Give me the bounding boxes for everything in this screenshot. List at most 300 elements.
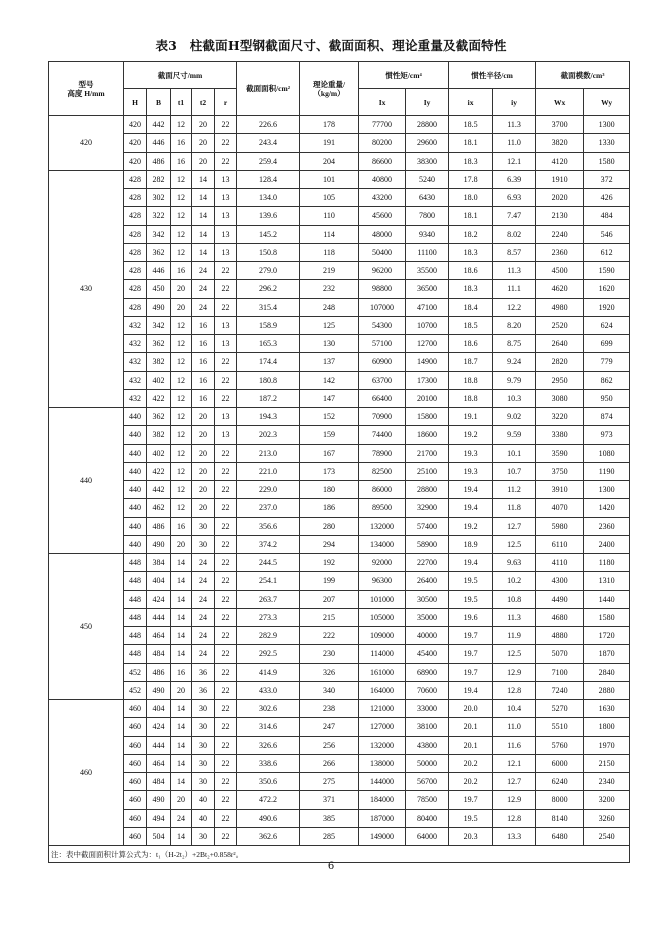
table-row [49, 608, 630, 626]
cell-iy: 11.3 [493, 608, 536, 626]
cell-ix: 19.4 [449, 681, 493, 699]
cell-Iy: 70600 [406, 681, 449, 699]
cell-Iy: 57400 [406, 517, 449, 535]
cell-t1: 14 [171, 590, 192, 608]
cell-t1: 14 [171, 773, 192, 791]
cell-Wx: 2820 [536, 353, 584, 371]
cell-t1: 12 [171, 462, 192, 480]
cell-t1: 12 [171, 335, 192, 353]
cell-t1: 16 [171, 152, 192, 170]
cell-t2: 20 [192, 408, 215, 426]
cell-B: 362 [147, 335, 171, 353]
cell-area: 158.9 [237, 316, 300, 334]
cell-Iy: 40000 [406, 627, 449, 645]
cell-weight: 219 [300, 262, 359, 280]
table-row [49, 809, 630, 827]
cell-Wy: 1420 [584, 499, 630, 517]
table-row [49, 444, 630, 462]
cell-B: 424 [147, 590, 171, 608]
cell-area: 150.8 [237, 243, 300, 261]
cell-B: 404 [147, 700, 171, 718]
cell-Wy: 1300 [584, 481, 630, 499]
cell-r: 22 [215, 608, 237, 626]
cell-t2: 16 [192, 353, 215, 371]
cell-Iy: 18600 [406, 426, 449, 444]
cell-ix: 19.6 [449, 608, 493, 626]
cell-B: 442 [147, 481, 171, 499]
table-row [49, 353, 630, 371]
cell-weight: 110 [300, 207, 359, 225]
model-height-cell: 420 [49, 116, 124, 171]
cell-Iy: 12700 [406, 335, 449, 353]
cell-r: 13 [215, 189, 237, 207]
cell-weight: 266 [300, 754, 359, 772]
cell-weight: 371 [300, 791, 359, 809]
cell-Ix: 40800 [359, 170, 406, 188]
cell-H: 440 [124, 444, 147, 462]
cell-Ix: 134000 [359, 535, 406, 553]
cell-B: 446 [147, 262, 171, 280]
header-model-label: 型号 [78, 79, 94, 89]
table-row [49, 462, 630, 480]
cell-Wx: 4110 [536, 554, 584, 572]
cell-r: 22 [215, 572, 237, 590]
cell-iy: 7.47 [493, 207, 536, 225]
cell-B: 464 [147, 754, 171, 772]
cell-H: 448 [124, 627, 147, 645]
cell-iy: 12.9 [493, 791, 536, 809]
cell-t2: 24 [192, 608, 215, 626]
table-row [49, 535, 630, 553]
steel-section-table [48, 61, 630, 863]
cell-area: 362.6 [237, 827, 300, 845]
cell-Iy: 45400 [406, 645, 449, 663]
cell-t2: 30 [192, 827, 215, 845]
cell-Ix: 105000 [359, 608, 406, 626]
cell-Wy: 2340 [584, 773, 630, 791]
cell-r: 22 [215, 280, 237, 298]
table-row [49, 298, 630, 316]
cell-weight: 204 [300, 152, 359, 170]
cell-ix: 19.2 [449, 517, 493, 535]
cell-r: 13 [215, 207, 237, 225]
cell-weight: 232 [300, 280, 359, 298]
model-height-cell: 450 [49, 554, 124, 700]
cell-Ix: 80200 [359, 134, 406, 152]
cell-B: 490 [147, 535, 171, 553]
cell-t2: 30 [192, 754, 215, 772]
cell-Wy: 1800 [584, 718, 630, 736]
cell-H: 428 [124, 243, 147, 261]
cell-t1: 12 [171, 408, 192, 426]
cell-Wy: 612 [584, 243, 630, 261]
cell-Wx: 6000 [536, 754, 584, 772]
cell-Wy: 779 [584, 353, 630, 371]
cell-Iy: 28800 [406, 481, 449, 499]
cell-Iy: 43800 [406, 736, 449, 754]
cell-area: 229.0 [237, 481, 300, 499]
cell-Wx: 3820 [536, 134, 584, 152]
header-dim-r: r [215, 89, 237, 116]
cell-B: 382 [147, 353, 171, 371]
cell-H: 440 [124, 481, 147, 499]
cell-Wx: 5070 [536, 645, 584, 663]
cell-area: 263.7 [237, 590, 300, 608]
cell-Ix: 109000 [359, 627, 406, 645]
cell-Iy: 56700 [406, 773, 449, 791]
cell-Wy: 2880 [584, 681, 630, 699]
cell-ix: 19.5 [449, 590, 493, 608]
table-row [49, 389, 630, 407]
cell-H: 440 [124, 535, 147, 553]
cell-B: 384 [147, 554, 171, 572]
cell-ix: 18.6 [449, 262, 493, 280]
cell-t2: 30 [192, 517, 215, 535]
cell-iy: 12.7 [493, 517, 536, 535]
cell-H: 428 [124, 298, 147, 316]
cell-H: 460 [124, 736, 147, 754]
cell-B: 490 [147, 791, 171, 809]
cell-r: 13 [215, 426, 237, 444]
cell-t1: 14 [171, 608, 192, 626]
cell-t2: 30 [192, 700, 215, 718]
cell-Ix: 78900 [359, 444, 406, 462]
header-Ix: Ix [359, 89, 406, 116]
cell-H: 428 [124, 170, 147, 188]
table-row [49, 316, 630, 334]
cell-B: 442 [147, 116, 171, 134]
cell-t1: 20 [171, 681, 192, 699]
cell-area: 221.0 [237, 462, 300, 480]
cell-ix: 18.5 [449, 316, 493, 334]
cell-Iy: 64000 [406, 827, 449, 845]
cell-area: 139.6 [237, 207, 300, 225]
cell-r: 22 [215, 535, 237, 553]
cell-weight: 105 [300, 189, 359, 207]
cell-ix: 18.6 [449, 335, 493, 353]
cell-B: 446 [147, 134, 171, 152]
cell-H: 432 [124, 389, 147, 407]
cell-B: 486 [147, 517, 171, 535]
cell-H: 460 [124, 773, 147, 791]
cell-H: 452 [124, 681, 147, 699]
table-row [49, 335, 630, 353]
cell-iy: 10.8 [493, 590, 536, 608]
cell-Ix: 86600 [359, 152, 406, 170]
table-row [49, 426, 630, 444]
table-row [49, 590, 630, 608]
cell-iy: 12.8 [493, 681, 536, 699]
cell-area: 273.3 [237, 608, 300, 626]
cell-Wy: 372 [584, 170, 630, 188]
header-ix: ix [449, 89, 493, 116]
cell-t1: 12 [171, 243, 192, 261]
header-inertia: 惯性矩/cm⁴ [359, 62, 449, 89]
header-Wx: Wx [536, 89, 584, 116]
cell-t2: 16 [192, 371, 215, 389]
cell-ix: 19.4 [449, 499, 493, 517]
cell-iy: 11.2 [493, 481, 536, 499]
cell-H: 460 [124, 700, 147, 718]
cell-t1: 12 [171, 444, 192, 462]
table-note: 注：表中截面面积计算公式为：t₁（H-2t₂）+2Bt₂+0.858r²。 [49, 846, 630, 863]
cell-ix: 18.9 [449, 535, 493, 553]
cell-t2: 30 [192, 773, 215, 791]
cell-t2: 20 [192, 134, 215, 152]
cell-Wx: 6240 [536, 773, 584, 791]
cell-Iy: 7800 [406, 207, 449, 225]
cell-r: 22 [215, 827, 237, 845]
header-height-label: 高度 H/mm [67, 88, 105, 98]
header-Wy: Wy [584, 89, 630, 116]
cell-t2: 24 [192, 280, 215, 298]
cell-H: 428 [124, 189, 147, 207]
cell-Wx: 4980 [536, 298, 584, 316]
cell-t2: 20 [192, 152, 215, 170]
cell-Wx: 4490 [536, 590, 584, 608]
table-row [49, 207, 630, 225]
cell-area: 279.0 [237, 262, 300, 280]
table-row [49, 645, 630, 663]
cell-iy: 9.63 [493, 554, 536, 572]
cell-ix: 19.3 [449, 462, 493, 480]
cell-iy: 10.4 [493, 700, 536, 718]
cell-t2: 16 [192, 316, 215, 334]
cell-area: 202.3 [237, 426, 300, 444]
cell-iy: 12.8 [493, 809, 536, 827]
table-row [49, 262, 630, 280]
cell-t2: 24 [192, 645, 215, 663]
cell-area: 472.2 [237, 791, 300, 809]
cell-t2: 24 [192, 627, 215, 645]
cell-t2: 20 [192, 462, 215, 480]
cell-B: 362 [147, 408, 171, 426]
cell-ix: 19.5 [449, 809, 493, 827]
cell-weight: 294 [300, 535, 359, 553]
cell-H: 460 [124, 718, 147, 736]
cell-iy: 12.1 [493, 152, 536, 170]
cell-Wy: 1630 [584, 700, 630, 718]
cell-t1: 16 [171, 134, 192, 152]
header-dims: 截面尺寸/mm [124, 62, 237, 89]
cell-Wy: 546 [584, 225, 630, 243]
cell-Wx: 3080 [536, 389, 584, 407]
cell-area: 259.4 [237, 152, 300, 170]
cell-weight: 285 [300, 827, 359, 845]
cell-t2: 24 [192, 590, 215, 608]
cell-Ix: 98800 [359, 280, 406, 298]
cell-r: 22 [215, 791, 237, 809]
cell-H: 460 [124, 809, 147, 827]
cell-r: 22 [215, 590, 237, 608]
cell-H: 448 [124, 554, 147, 572]
cell-Ix: 144000 [359, 773, 406, 791]
cell-weight: 180 [300, 481, 359, 499]
cell-r: 22 [215, 736, 237, 754]
cell-B: 382 [147, 426, 171, 444]
cell-t2: 40 [192, 791, 215, 809]
cell-H: 448 [124, 572, 147, 590]
cell-ix: 18.2 [449, 225, 493, 243]
cell-Iy: 32900 [406, 499, 449, 517]
cell-t2: 16 [192, 389, 215, 407]
cell-Iy: 38300 [406, 152, 449, 170]
cell-Wx: 3590 [536, 444, 584, 462]
cell-r: 22 [215, 499, 237, 517]
cell-area: 314.6 [237, 718, 300, 736]
cell-H: 428 [124, 262, 147, 280]
cell-ix: 17.8 [449, 170, 493, 188]
cell-H: 448 [124, 590, 147, 608]
cell-Wx: 2020 [536, 189, 584, 207]
cell-Wy: 2150 [584, 754, 630, 772]
cell-iy: 13.3 [493, 827, 536, 845]
cell-weight: 326 [300, 663, 359, 681]
cell-B: 486 [147, 663, 171, 681]
cell-iy: 11.3 [493, 262, 536, 280]
cell-ix: 19.1 [449, 408, 493, 426]
table-row [49, 243, 630, 261]
cell-t2: 14 [192, 207, 215, 225]
cell-Wy: 1720 [584, 627, 630, 645]
table-row [49, 499, 630, 517]
cell-Wx: 8000 [536, 791, 584, 809]
cell-B: 494 [147, 809, 171, 827]
cell-Wy: 2400 [584, 535, 630, 553]
table-row [49, 280, 630, 298]
cell-weight: 340 [300, 681, 359, 699]
cell-t2: 20 [192, 481, 215, 499]
table-row [49, 408, 630, 426]
cell-Wx: 2640 [536, 335, 584, 353]
cell-Wx: 2130 [536, 207, 584, 225]
table-body [49, 116, 630, 846]
cell-H: 460 [124, 827, 147, 845]
cell-ix: 20.1 [449, 736, 493, 754]
table-row [49, 170, 630, 188]
cell-t1: 12 [171, 316, 192, 334]
cell-H: 448 [124, 645, 147, 663]
cell-H: 448 [124, 608, 147, 626]
cell-area: 414.9 [237, 663, 300, 681]
cell-Iy: 68900 [406, 663, 449, 681]
cell-t1: 14 [171, 718, 192, 736]
cell-Ix: 66400 [359, 389, 406, 407]
cell-r: 22 [215, 554, 237, 572]
header-radius: 惯性半径/cm [449, 62, 536, 89]
cell-B: 404 [147, 572, 171, 590]
cell-t1: 12 [171, 481, 192, 499]
cell-ix: 19.4 [449, 481, 493, 499]
cell-area: 338.6 [237, 754, 300, 772]
cell-Wx: 5510 [536, 718, 584, 736]
cell-weight: 125 [300, 316, 359, 334]
cell-Wy: 426 [584, 189, 630, 207]
cell-B: 484 [147, 773, 171, 791]
cell-Wx: 7240 [536, 681, 584, 699]
cell-Wy: 1870 [584, 645, 630, 663]
cell-t1: 14 [171, 645, 192, 663]
cell-ix: 18.3 [449, 280, 493, 298]
cell-t2: 20 [192, 116, 215, 134]
cell-H: 428 [124, 280, 147, 298]
cell-weight: 191 [300, 134, 359, 152]
cell-Wy: 2540 [584, 827, 630, 845]
table-title: 表3 柱截面H型钢截面尺寸、截面面积、理论重量及截面特性 [155, 38, 507, 53]
cell-r: 22 [215, 389, 237, 407]
cell-weight: 222 [300, 627, 359, 645]
header-weight-unit: （kg/m） [313, 88, 345, 98]
cell-Iy: 22700 [406, 554, 449, 572]
cell-t2: 30 [192, 736, 215, 754]
cell-H: 440 [124, 499, 147, 517]
cell-t1: 14 [171, 700, 192, 718]
cell-Wy: 973 [584, 426, 630, 444]
cell-Wy: 2840 [584, 663, 630, 681]
cell-Ix: 127000 [359, 718, 406, 736]
cell-Wy: 1620 [584, 280, 630, 298]
cell-weight: 147 [300, 389, 359, 407]
cell-iy: 6.39 [493, 170, 536, 188]
header-iy: iy [493, 89, 536, 116]
table-row [49, 189, 630, 207]
table-row [49, 371, 630, 389]
cell-area: 282.9 [237, 627, 300, 645]
cell-iy: 9.79 [493, 371, 536, 389]
cell-weight: 275 [300, 773, 359, 791]
table-row [49, 700, 630, 718]
cell-Ix: 50400 [359, 243, 406, 261]
cell-iy: 9.59 [493, 426, 536, 444]
cell-area: 356.6 [237, 517, 300, 535]
cell-Iy: 33000 [406, 700, 449, 718]
cell-area: 243.4 [237, 134, 300, 152]
cell-area: 213.0 [237, 444, 300, 462]
cell-weight: 280 [300, 517, 359, 535]
table-row [49, 718, 630, 736]
header-area: 截面面积/cm² [237, 62, 300, 116]
cell-weight: 199 [300, 572, 359, 590]
cell-iy: 10.1 [493, 444, 536, 462]
cell-Iy: 36500 [406, 280, 449, 298]
cell-weight: 130 [300, 335, 359, 353]
cell-ix: 18.1 [449, 207, 493, 225]
cell-B: 302 [147, 189, 171, 207]
cell-area: 174.4 [237, 353, 300, 371]
cell-Iy: 35500 [406, 262, 449, 280]
cell-Ix: 82500 [359, 462, 406, 480]
cell-r: 22 [215, 444, 237, 462]
table-row [49, 481, 630, 499]
cell-t2: 20 [192, 426, 215, 444]
cell-Wy: 3200 [584, 791, 630, 809]
cell-iy: 10.3 [493, 389, 536, 407]
cell-B: 450 [147, 280, 171, 298]
cell-t2: 24 [192, 572, 215, 590]
cell-B: 464 [147, 627, 171, 645]
cell-Ix: 138000 [359, 754, 406, 772]
cell-t1: 14 [171, 572, 192, 590]
cell-Ix: 86000 [359, 481, 406, 499]
cell-ix: 19.2 [449, 426, 493, 444]
cell-H: 420 [124, 116, 147, 134]
cell-ix: 18.8 [449, 371, 493, 389]
cell-Iy: 35000 [406, 608, 449, 626]
cell-iy: 12.5 [493, 645, 536, 663]
cell-t2: 24 [192, 262, 215, 280]
cell-iy: 10.2 [493, 572, 536, 590]
cell-t2: 14 [192, 225, 215, 243]
